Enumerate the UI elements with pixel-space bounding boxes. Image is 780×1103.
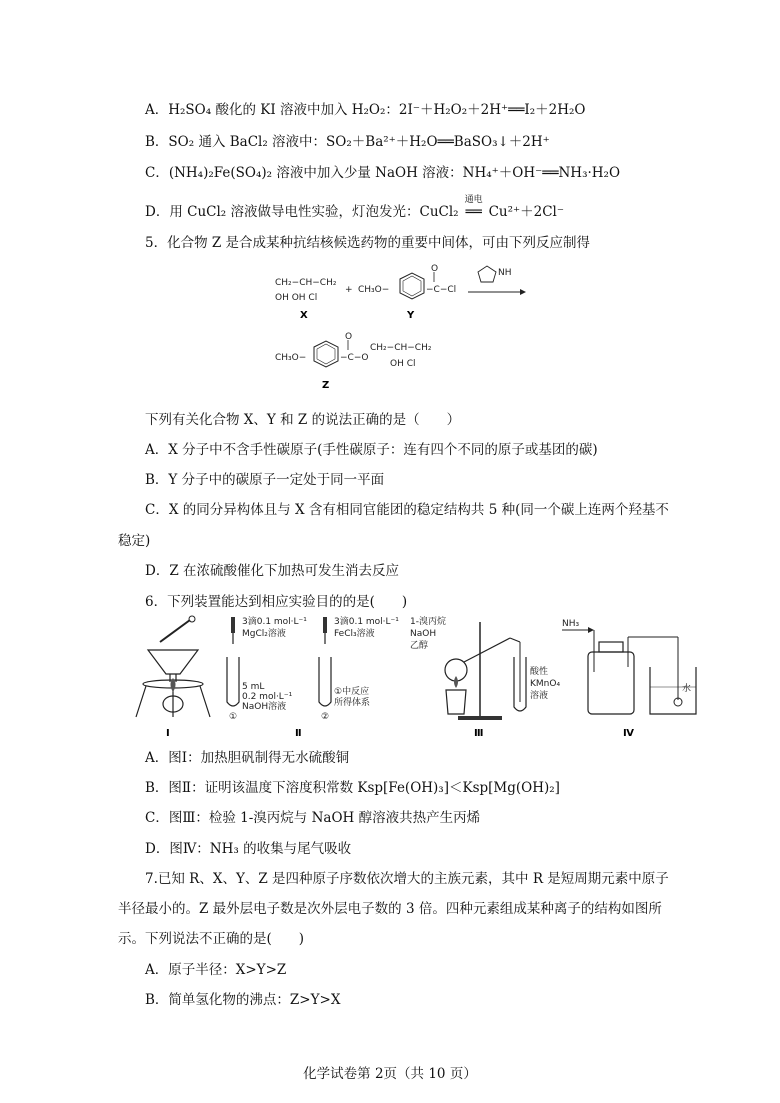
- apparatus-ii: [227, 615, 399, 739]
- burner: [446, 690, 466, 714]
- label-x: X: [300, 310, 308, 321]
- reaction-scheme-product: [270, 330, 450, 395]
- tube-2-number: ②: [321, 712, 330, 722]
- x-formula-bottom: OH OH Cl: [275, 293, 318, 303]
- naoh-name: NaOH溶液: [242, 702, 287, 712]
- figure-ii-label: Ⅱ: [295, 728, 302, 739]
- page-footer: 化学试卷第 2页（共 10 页）: [303, 1066, 477, 1082]
- q4-option-d-left: D．用 CuCl₂ 溶液做导电性实验，灯泡发光：CuCl₂: [145, 204, 459, 220]
- figure-iv-label: Ⅳ: [623, 728, 634, 739]
- figure-iii-label: Ⅲ: [474, 728, 484, 739]
- q5-option-d: D．Z 在浓硫酸催化下加热可发生消去反应: [145, 563, 399, 579]
- q6-option-a: A．图Ⅰ：加热胆矾制得无水硫酸铜: [145, 750, 350, 766]
- fe-sol-text: FeCl₃溶液: [334, 629, 375, 639]
- nh3-label: NH₃: [562, 619, 580, 629]
- test-tube-2: [319, 657, 331, 706]
- bromo-propane-text: 1-溴丙烷: [410, 617, 446, 627]
- q6-stem: 6．下列装置能达到相应实验目的的是( ): [145, 594, 408, 610]
- apparatus-iv: [562, 619, 696, 739]
- q7-stem-line1: 7.已知 R、X、Y、Z 是四种原子序数依次增大的主族元素，其中 R 是短周期元素中原子: [145, 871, 669, 887]
- kmno4-label-3: 溶液: [530, 691, 549, 701]
- apparatus-iii: [410, 615, 560, 739]
- fe-drop-text: 3滴0.1 mol·L⁻¹: [334, 617, 399, 627]
- q6-option-b: B．图Ⅱ：证明该温度下溶度积常数 Ksp[Fe(OH)₃]＜Ksp[Mg(OH)₂]: [145, 780, 560, 796]
- y-benzene-ring: [400, 273, 424, 299]
- water-label: 水: [682, 684, 692, 694]
- x-formula-top: CH₂−CH−CH₂: [275, 278, 337, 288]
- z-benzene-inner: [317, 344, 335, 364]
- label-y: Y: [407, 310, 415, 321]
- q4-option-d: [145, 195, 565, 222]
- tube-2-desc-2: 所得体系: [334, 698, 371, 708]
- y-methoxy: CH₃O−: [358, 285, 390, 295]
- q4-option-c: C．(NH₄)₂Fe(SO₄)₂ 溶液中加入少量 NaOH 溶液：NH₄⁺＋OH⁻══NH₃·H₂O: [145, 165, 621, 181]
- kmno4-label-2: KMnO₄: [530, 679, 561, 689]
- q4-option-a: A．H₂SO₄ 酸化的 KI 溶液中加入 H₂O₂：2I⁻＋H₂O₂＋2H⁺══I₂＋2H₂O: [145, 102, 586, 118]
- dropper-2: [323, 617, 327, 633]
- imidazole-nh: NH: [498, 268, 512, 278]
- q4-option-b: B．SO₂ 通入 BaCl₂ 溶液中：SO₂＋Ba²⁺＋H₂O══BaSO₃↓＋2H⁺: [145, 134, 550, 150]
- q7-option-b: B．简单氢化物的沸点：Z>Y>X: [145, 992, 341, 1008]
- flame-iii: [454, 676, 458, 688]
- kmno4-label-1: 酸性: [530, 667, 549, 677]
- naoh-vol: 5 mL: [242, 682, 265, 692]
- dropper-1: [231, 617, 235, 633]
- gas-bottle: [588, 652, 634, 714]
- test-tube-1: [227, 657, 239, 706]
- tube-2-desc-1: ①中反应: [334, 687, 370, 697]
- apparatus-i: [136, 616, 210, 739]
- z-methoxy: CH₃O−: [275, 353, 307, 363]
- ethanol-text: 乙醇: [410, 641, 429, 651]
- electrolysis-label: 通电: [464, 195, 483, 205]
- q7-option-a: A．原子半径：X>Y>Z: [145, 962, 287, 978]
- imidazole-ring: [478, 266, 496, 282]
- q5-ask: 下列有关化合物 X、Y 和 Z 的说法正确的是（ ）: [145, 412, 461, 428]
- q5-option-b: B．Y 分子中的碳原子一定处于同一平面: [145, 472, 385, 488]
- apparatus-figure: [118, 612, 698, 742]
- z-chain-bottom: OH Cl: [390, 359, 416, 369]
- mg-drop-text: 3滴0.1 mol·L⁻¹: [242, 617, 307, 627]
- q4-option-d-right: Cu²⁺＋2Cl⁻: [488, 204, 565, 220]
- q6-option-d: D．图Ⅳ：NH₃ 的收集与尾气吸收: [145, 841, 352, 857]
- z-benzene-ring: [314, 341, 338, 367]
- q5-stem: 5．化合物 Z 是合成某种抗结核候选药物的重要中间体，可由下列反应制得: [145, 235, 591, 251]
- z-ester: −C−O: [340, 353, 369, 363]
- q7-stem-line2: 半径最小的。Z 最外层电子数是次外层电子数的 3 倍。四种元素组成某种离子的结构如图所: [118, 901, 662, 917]
- y-acyl-chloride: −C−Cl: [426, 285, 457, 295]
- electrolysis-arrow: 通电 ══: [459, 202, 489, 222]
- reaction-scheme-top: [270, 262, 530, 322]
- plus-sign: +: [345, 285, 353, 295]
- y-benzene-inner: [403, 276, 421, 296]
- q5-option-c-line1: C．X 的同分异构体且与 X 含有相同官能团的稳定结构共 5 种(同一个碳上连两个羟基不: [145, 502, 669, 518]
- q7-stem-line3: 示。下列说法不正确的是( ): [118, 931, 305, 947]
- label-z: Z: [322, 380, 330, 391]
- naoh-conc: 0.2 mol·L⁻¹: [242, 692, 293, 702]
- z-chain-top: CH₂−CH−CH₂: [370, 343, 432, 353]
- q5-option-c-line2: 稳定): [118, 533, 151, 549]
- y-carbonyl-o: O: [431, 264, 439, 274]
- z-carbonyl-o: O: [345, 332, 353, 342]
- tube-1-number: ①: [229, 712, 238, 722]
- naoh-text: NaOH: [410, 629, 437, 639]
- mg-sol-text: MgCl₂溶液: [242, 629, 286, 639]
- q6-option-c: C．图Ⅲ：检验 1-溴丙烷与 NaOH 醇溶液共热产生丙烯: [145, 810, 481, 826]
- stand-base: [458, 716, 502, 720]
- figure-i-label: Ⅰ: [166, 728, 170, 739]
- q5-option-a: A．X 分子中不含手性碳原子(手性碳原子：连有四个不同的原子或基团的碳): [145, 442, 598, 458]
- reaction-arrowhead: [520, 289, 526, 295]
